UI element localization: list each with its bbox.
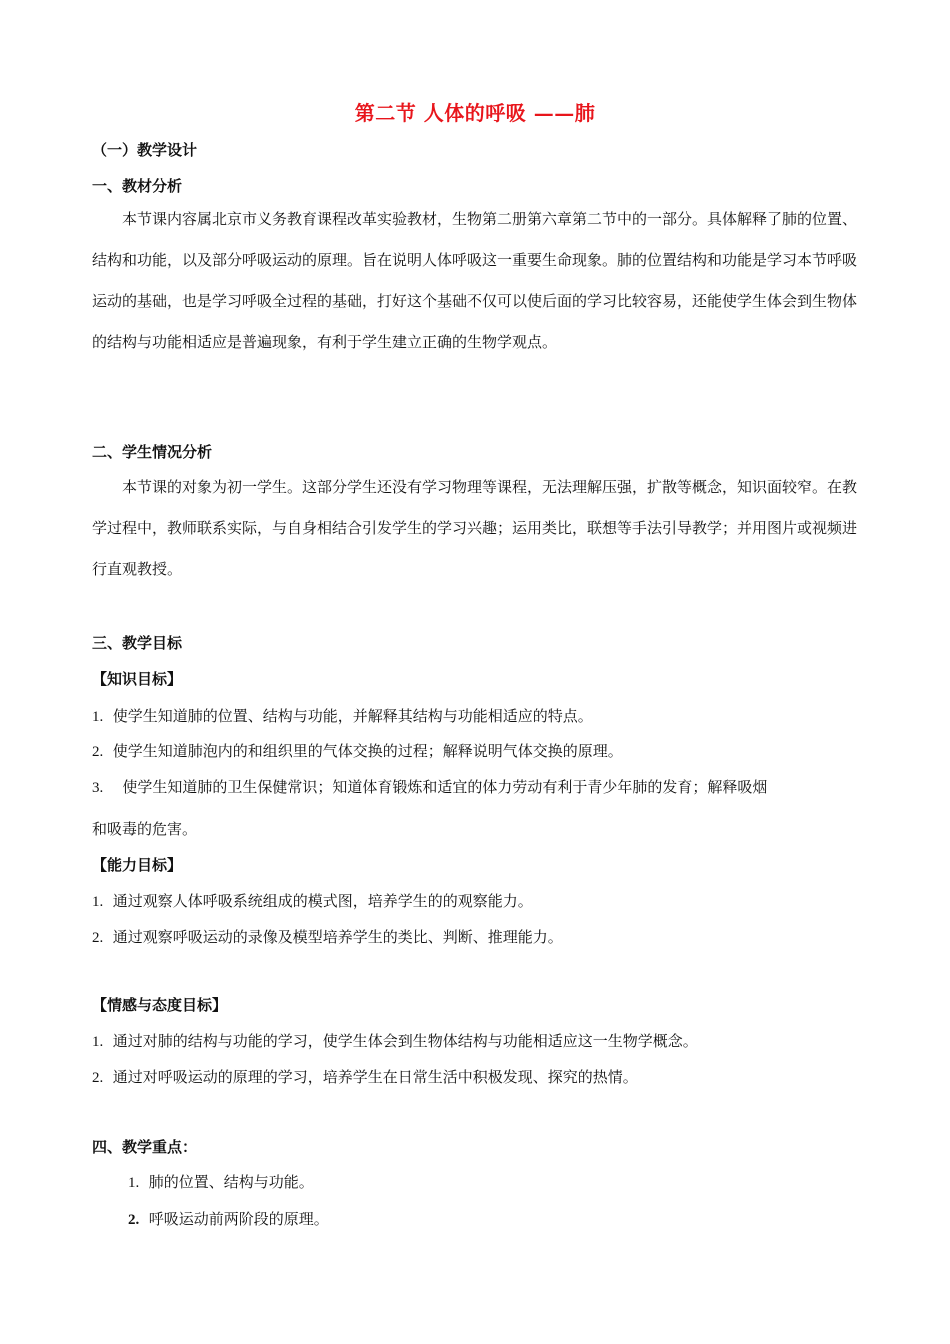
list-item bbox=[92, 926, 872, 947]
list-number: 2. bbox=[92, 1070, 104, 1086]
list-item bbox=[92, 890, 872, 911]
list-number: 1. bbox=[92, 1034, 104, 1050]
list-item bbox=[92, 705, 872, 726]
list-text: 使学生知道肺的卫生保健常识；知道体育锻炼和适宜的体力劳动有利于青少年肺的发育；解释吸烟 bbox=[122, 778, 768, 796]
list-text: 使学生知道肺的位置、结构与功能，并解释其结构与功能相适应的特点。 bbox=[112, 707, 593, 725]
paragraph-student-analysis-text: 本节课的对象为初一学生。这部分学生还没有学习物理等课程，无法理解压强，扩散等概念，知识面较窄。在教学过程中，教师联系实际，与自身相结合引发学生的学习兴趣；运用类比，联想等手法引导教学；并用图片或视频进行直观教授。 bbox=[92, 478, 858, 578]
list-item-continuation: 和吸毒的危害。 bbox=[92, 820, 198, 838]
label-knowledge-goals: 【知识目标】 bbox=[92, 670, 183, 688]
heading-teaching-goals: 三、教学目标 bbox=[92, 634, 183, 652]
list-number: 3. bbox=[92, 780, 104, 796]
list-number: 2. bbox=[92, 744, 104, 760]
page-title: 第二节 人体的呼吸 ——肺 bbox=[354, 101, 596, 125]
list-number: 2. bbox=[128, 1212, 140, 1228]
heading-material-analysis: 一、教材分析 bbox=[92, 177, 183, 195]
list-item bbox=[92, 1030, 872, 1051]
list-text: 通过对呼吸运动的原理的学习，培养学生在日常生活中积极发现、探究的热情。 bbox=[112, 1068, 638, 1086]
list-text: 通过观察呼吸运动的录像及模型培养学生的类比、判断、推理能力。 bbox=[112, 928, 563, 946]
list-item bbox=[128, 1171, 314, 1192]
list-text: 通过对肺的结构与功能的学习，使学生体会到生物体结构与功能相适应这一生物学概念。 bbox=[112, 1032, 698, 1050]
label-ability-goals: 【能力目标】 bbox=[92, 856, 183, 874]
list-text: 使学生知道肺泡内的和组织里的气体交换的过程；解释说明气体交换的原理。 bbox=[112, 742, 623, 760]
list-item bbox=[92, 740, 872, 761]
list-item bbox=[92, 776, 872, 797]
label-emotion-goals: 【情感与态度目标】 bbox=[92, 996, 228, 1014]
paragraph-material-analysis bbox=[92, 199, 860, 363]
list-text: 通过观察人体呼吸系统组成的模式图，培养学生的的观察能力。 bbox=[112, 892, 533, 910]
list-text: 呼吸运动前两阶段的原理。 bbox=[148, 1210, 329, 1228]
paragraph-student-analysis bbox=[92, 467, 860, 590]
list-item bbox=[92, 1066, 872, 1087]
list-number: 1. bbox=[128, 1175, 140, 1191]
list-number: 1. bbox=[92, 709, 104, 725]
heading-teaching-focus: 四、教学重点： bbox=[92, 1138, 198, 1156]
list-item bbox=[128, 1208, 329, 1229]
list-number: 2. bbox=[92, 930, 104, 946]
list-text: 肺的位置、结构与功能。 bbox=[148, 1173, 314, 1191]
heading-student-analysis: 二、学生情况分析 bbox=[92, 443, 213, 461]
paragraph-material-analysis-text: 本节课内容属北京市义务教育课程改革实验教材，生物第二册第六章第二节中的一部分。具体解释了肺的位置、结构和功能，以及部分呼吸运动的原理。旨在说明人体呼吸这一重要生命现象。肺的位置结构和功能是学习本节呼吸运动的基础，也是学习呼吸全过程的基础，打好这个基础不仅可以使后面的学习比较容易，还能使学生体会到生物体的结构与功能相适应是普遍现象，有利于学生建立正确的生物学观点。 bbox=[92, 210, 858, 351]
list-number: 1. bbox=[92, 894, 104, 910]
section-teaching-design: （一）教学设计 bbox=[92, 141, 198, 159]
